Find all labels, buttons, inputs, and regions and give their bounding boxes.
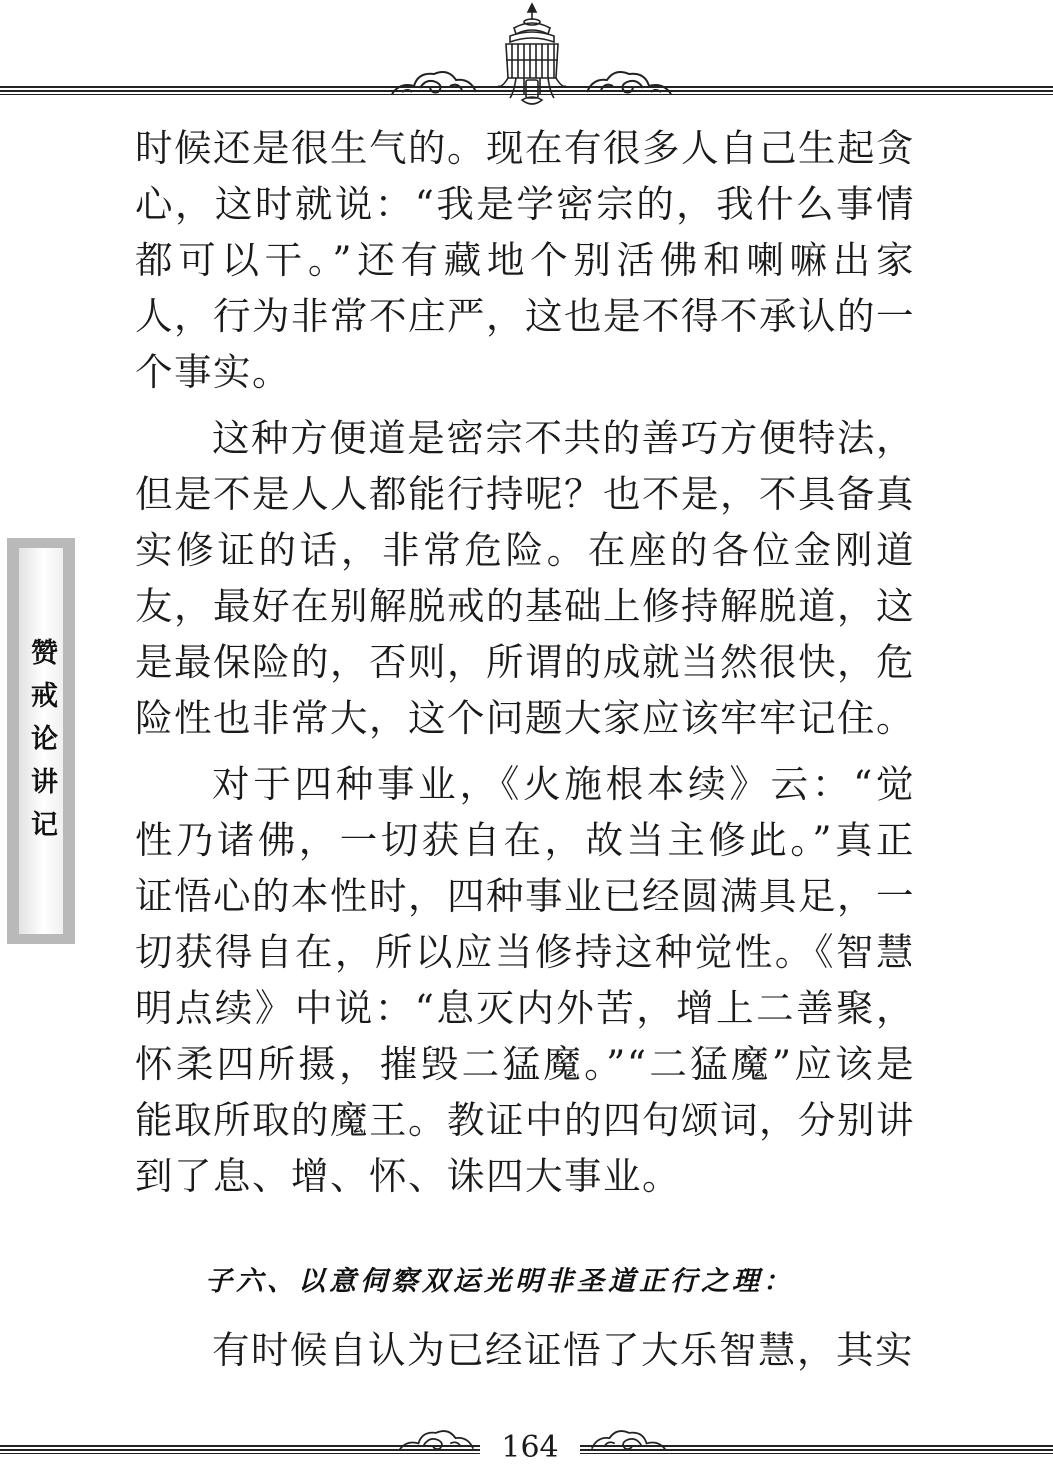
victory-banner-icon (492, 2, 572, 108)
paragraph: 有时候自认为已经证悟了大乐智慧，其实 (212, 1328, 914, 1372)
book-title: 赞戒论讲记 (26, 638, 57, 853)
paragraph: 时候还是很生气的。现在有很多人自己生起贪心，这时就说：“我是学密宗的，我什么事情都可以干。”还有藏地个别活佛和喇嘛出家人，行为非常不庄严，这也是不得不承认的一个事实。 (135, 126, 915, 394)
side-tab (7, 538, 75, 944)
page-number: 164 (480, 1428, 580, 1468)
section-heading: 子六、以意伺察双运光明非圣道正行之理： (205, 1266, 794, 1297)
paragraph: 这种方便道是密宗不共的善巧方便特法，但是不是人人都能行持呢？也不是，不具备真实修证的话，非常危险。在座的各位金刚道友，最好在别解脱戒的基础上修持解脱道，这是最保险的，否则，所谓的成就当然很快，危险性也非常大，这个问题大家应该牢牢记住。 (135, 416, 915, 740)
cloud-ornament-icon (394, 1424, 480, 1454)
body-text (135, 120, 915, 1204)
cloud-ornament-icon (583, 64, 673, 98)
cloud-ornament-icon (585, 1424, 671, 1454)
paragraph: 对于四种事业，《火施根本续》云：“觉性乃诸佛，一切获自在，故当主修此。”真正证悟心的本性时，四种事业已经圆满具足，一切获得自在，所以应当修持这种觉性。《智慧明点续》中说：“息灭内外苦，增上二善聚，怀柔四所摄，摧毁二猛魔。”“二猛魔”应该是能取所取的魔王。教证中的四句颂词，分别讲到了息、增、怀、诛四大事业。 (135, 762, 915, 1198)
cloud-ornament-icon (390, 64, 480, 98)
